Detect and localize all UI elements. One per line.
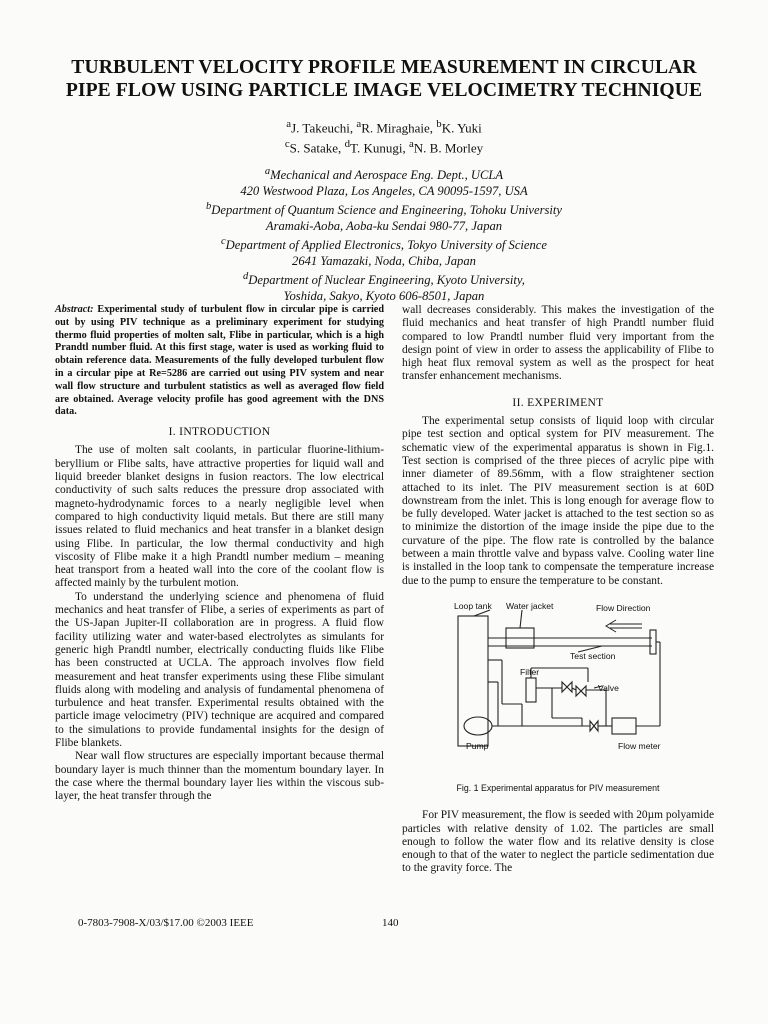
figure-1-apparatus <box>402 600 714 776</box>
author-affil-marker: a <box>286 118 292 130</box>
experiment-paragraph: The experimental setup consists of liquid loop with circular pipe test section and optical system for PIV measurement. The schematic view of the experimental apparatus is shown in Fig.1. Test section is comprised of the three pieces of acrylic pipe with inner diameter of 89.56mm, with a flow straightener section attached to its inlet. The PIV measurement section is at 60D downstream from the inlet. This is long enough for average flow to be fully developed. Water jacket is attached to the test section so as to minimize the distortion of the image inside the pipe due to the curvature of the pipe. The flow rate is controlled by the balance between a main throttle valve and bypass valve. Cooling water line is installed in the loop tank to compensate the temperature increase due to the pump to ensure the temperature to be constant. <box>402 415 714 587</box>
affiliation-line <box>150 219 618 234</box>
affiliation-text: Department of Nuclear Engineering, Kyoto University, <box>248 273 525 288</box>
copyright-notice: 0-7803-7908-X/03/$17.00 ©2003 IEEE <box>78 917 254 929</box>
intro-paragraph-1: The use of molten salt coolants, in particular fluorine-lithium-beryllium or Flibe salts, have attractive properties for liquid wall and liquid breeder blanket designs in fusion reactors. The low electrical conductivity of such salts reduces the pressure drop associated with magneto-hydrodynamic forces to a nearly negligible level when compared to high conductivity liquid metals. But there are still many issues related to fluid mechanics and heat transfer in a blanket design using Flibe. In particular, the low thermal conductivity and high viscosity of Flibe make it a high Prandtl number medium – meaning heat transport from a heated wall into the core of the coolant flow is affected mainly by the turbulent motion. <box>55 444 384 590</box>
right-column <box>402 304 714 876</box>
title-line-2: PIPE FLOW USING PARTICLE IMAGE VELOCIMETRY TECHNIQUE <box>65 80 703 101</box>
label-pump: Pump <box>466 740 489 751</box>
loop-tank-shape <box>458 616 488 746</box>
section-heading-introduction: I. INTRODUCTION <box>168 425 271 439</box>
flow-meter-shape <box>612 718 636 734</box>
affiliation-line <box>150 164 618 184</box>
author-affil-marker: c <box>284 138 290 151</box>
author-name: J. Takeuchi, <box>291 120 357 136</box>
affiliation-line <box>150 254 618 269</box>
section-heading-experiment: II. EXPERIMENT <box>512 395 604 409</box>
flow-direction-arrow <box>606 620 642 632</box>
affiliation-text: Department of Quantum Science and Engineering, Tohoku University <box>211 203 562 218</box>
paper-title <box>40 56 728 102</box>
affiliation-line <box>150 289 618 304</box>
filter-shape <box>526 678 536 702</box>
abstract <box>55 304 384 419</box>
author-list <box>180 116 588 157</box>
apparatus-diagram <box>402 600 714 776</box>
label-loop-tank: Loop tank <box>454 600 492 611</box>
affiliation-text: Aramaki-Aoba, Aoba-ku Sendai 980-77, Japan <box>265 218 503 233</box>
affiliation-line <box>150 234 618 254</box>
affiliations <box>150 164 618 304</box>
page-number: 140 <box>382 917 399 929</box>
affiliation-text: Mechanical and Aerospace Eng. Dept., UCLA <box>270 168 504 183</box>
affiliation-text: 420 Westwood Plaza, Los Angeles, CA 90095-1597, USA <box>240 183 528 198</box>
piv-paragraph: For PIV measurement, the flow is seeded with 20µm polyamide particles with relative density of 1.02. The particles are small enough to follow the water flow and its relative density is close enough to that of the water to neglect the particle sedimentation due to the gravity force. The <box>402 809 714 875</box>
author-affil-marker: a <box>408 138 414 151</box>
affiliation-line <box>150 184 618 199</box>
left-column <box>55 304 384 803</box>
label-water-jacket: Water jacket <box>506 600 554 611</box>
affiliation-text: Yoshida, Sakyo, Kyoto 606-8501, Japan <box>283 288 485 303</box>
figure-caption: Fig. 1 Experimental apparatus for PIV measurement <box>456 782 660 793</box>
author-line-1 <box>180 116 588 136</box>
author-affil-marker: d <box>344 138 350 151</box>
affiliation-line <box>150 269 618 289</box>
affiliation-line <box>150 199 618 219</box>
author-line-2 <box>180 136 588 156</box>
affil-marker: a <box>264 166 271 177</box>
affiliation-text: Department of Applied Electronics, Tokyo University of Science <box>225 238 547 253</box>
affil-marker: b <box>206 201 212 212</box>
author-affil-marker: b <box>436 118 442 130</box>
abstract-label: Abstract: <box>55 304 94 315</box>
author-name: N. B. Morley <box>413 140 484 156</box>
author-name: K. Yuki <box>441 120 482 136</box>
label-filter: Filter <box>520 666 540 677</box>
label-test-section: Test section <box>570 650 616 661</box>
label-flow-meter: Flow meter <box>618 740 661 751</box>
intro-continuation: wall decreases considerably. This makes the investigation of the fluid mechanics and heat transfer of high Prandtl number fluid compared to low Prandtl number fluid very important from the design point of view in order to assess the applicability of Flibe to high heat flux removal system as well as the prospect for heat transfer enhancement mechanisms. <box>402 304 714 383</box>
author-affil-marker: a <box>356 118 362 130</box>
label-flow-direction: Flow Direction <box>596 602 651 613</box>
author-name: S. Satake, <box>289 140 345 156</box>
abstract-text: Experimental study of turbulent flow in circular pipe is carried out by using PIV technique as a preliminary experiment for studying thermo fluid properties of molten salt, Flibe in particular, which is a high Prandtl number fluid. At this first stage, water is used as working fluid to obtain reference data. Measurements of the fully developed turbulent flow in a circular pipe at Re=5286 are carried out using PIV system and near wall flow structure and turbulent statistics as well as averaged flow field are obtained. Average velocity profile has good agreement with the DNS data. <box>55 304 384 418</box>
intro-paragraph-2: To understand the underlying science and phenomena of fluid mechanics and heat transfer of Flibe, a series of experiments as part of the US-Japan Jupiter-II collaboration are in progress. A fluid flow facility utilizing water and water-based electrolytes as simulants for generic high Prandtl number, electrically conducting fluids like Flibe has been constructed at UCLA. The approach involves flow field measurement and heat transfer experiments using these Flibe simulant fluids along with modeling and analysis of fundamental phenomena of turbulence and heat transfer. Experimental results obtained with the particle image velocimetry (PIV) technique are acquired and compared to the simulations to provide fundamental insights for the design of Flibe blankets. <box>55 590 384 749</box>
author-name: R. Miraghaie, <box>361 120 437 136</box>
intro-paragraph-3: Near wall flow structures are especially important because thermal boundary layer is much thinner than the momentum boundary layer. In the case where the thermal boundary layer lies within the viscous sub-layer, the heat transfer through the <box>55 750 384 803</box>
title-line-1: TURBULENT VELOCITY PROFILE MEASUREMENT IN CIRCULAR <box>71 57 697 78</box>
affiliation-text: 2641 Yamazaki, Noda, Chiba, Japan <box>292 253 476 268</box>
affil-marker: d <box>243 271 249 282</box>
label-valve: Valve <box>598 682 619 693</box>
author-name: T. Kunugi, <box>349 140 409 156</box>
affil-marker: c <box>221 236 226 247</box>
